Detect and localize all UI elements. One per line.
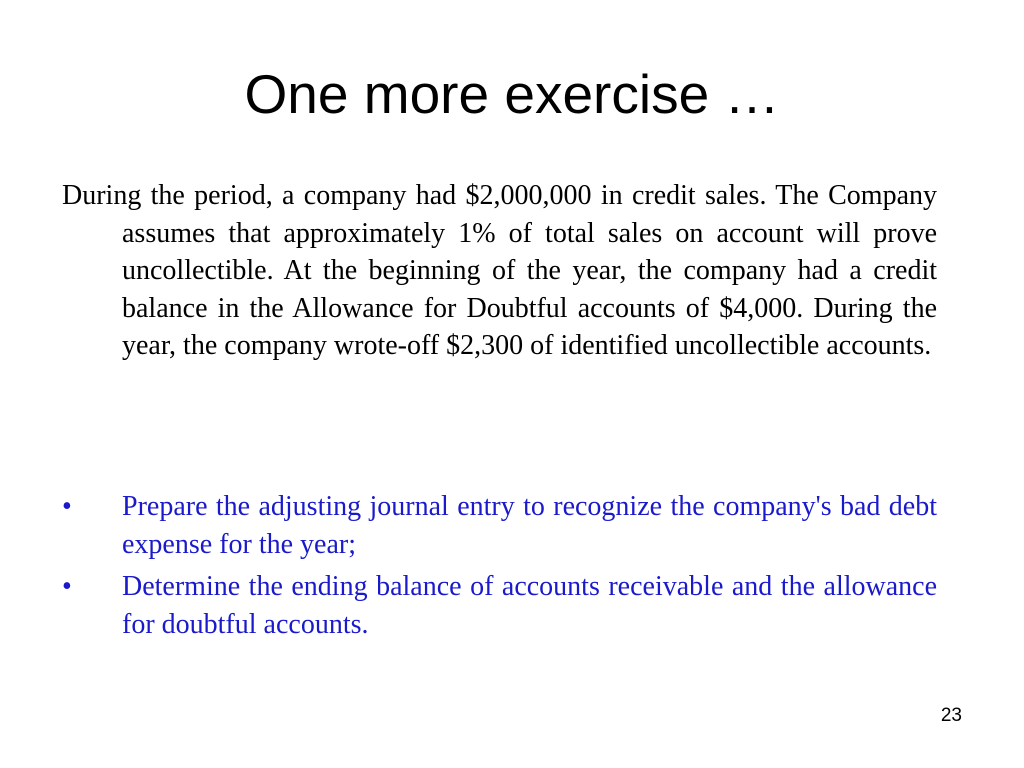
- slide-title: One more exercise …: [244, 63, 780, 125]
- task-list: [62, 488, 937, 648]
- task-item-journal-entry: [62, 488, 937, 563]
- bullet-icon: •: [62, 571, 72, 602]
- bullet-icon: •: [62, 491, 72, 522]
- exercise-paragraph: During the period, a company had $2,000,000 in credit sales. The Company assumes that approximately 1% of total sales on account will prove uncollectible. At the beginning of the year, the company had a credit balance in the Allowance for Doubtful accounts of $4,000. During the year, the company wrote-off $2,300 of identified uncollectible accounts.: [62, 180, 937, 361]
- task-item-label: Prepare the adjusting journal entry to recognize the company's bad debt expense for the year;: [122, 491, 937, 560]
- task-item-label: Determine the ending balance of accounts receivable and the allowance for doubtful accounts.: [122, 571, 937, 640]
- task-item-ending-balance: [62, 568, 937, 643]
- page-number: 23: [940, 705, 962, 726]
